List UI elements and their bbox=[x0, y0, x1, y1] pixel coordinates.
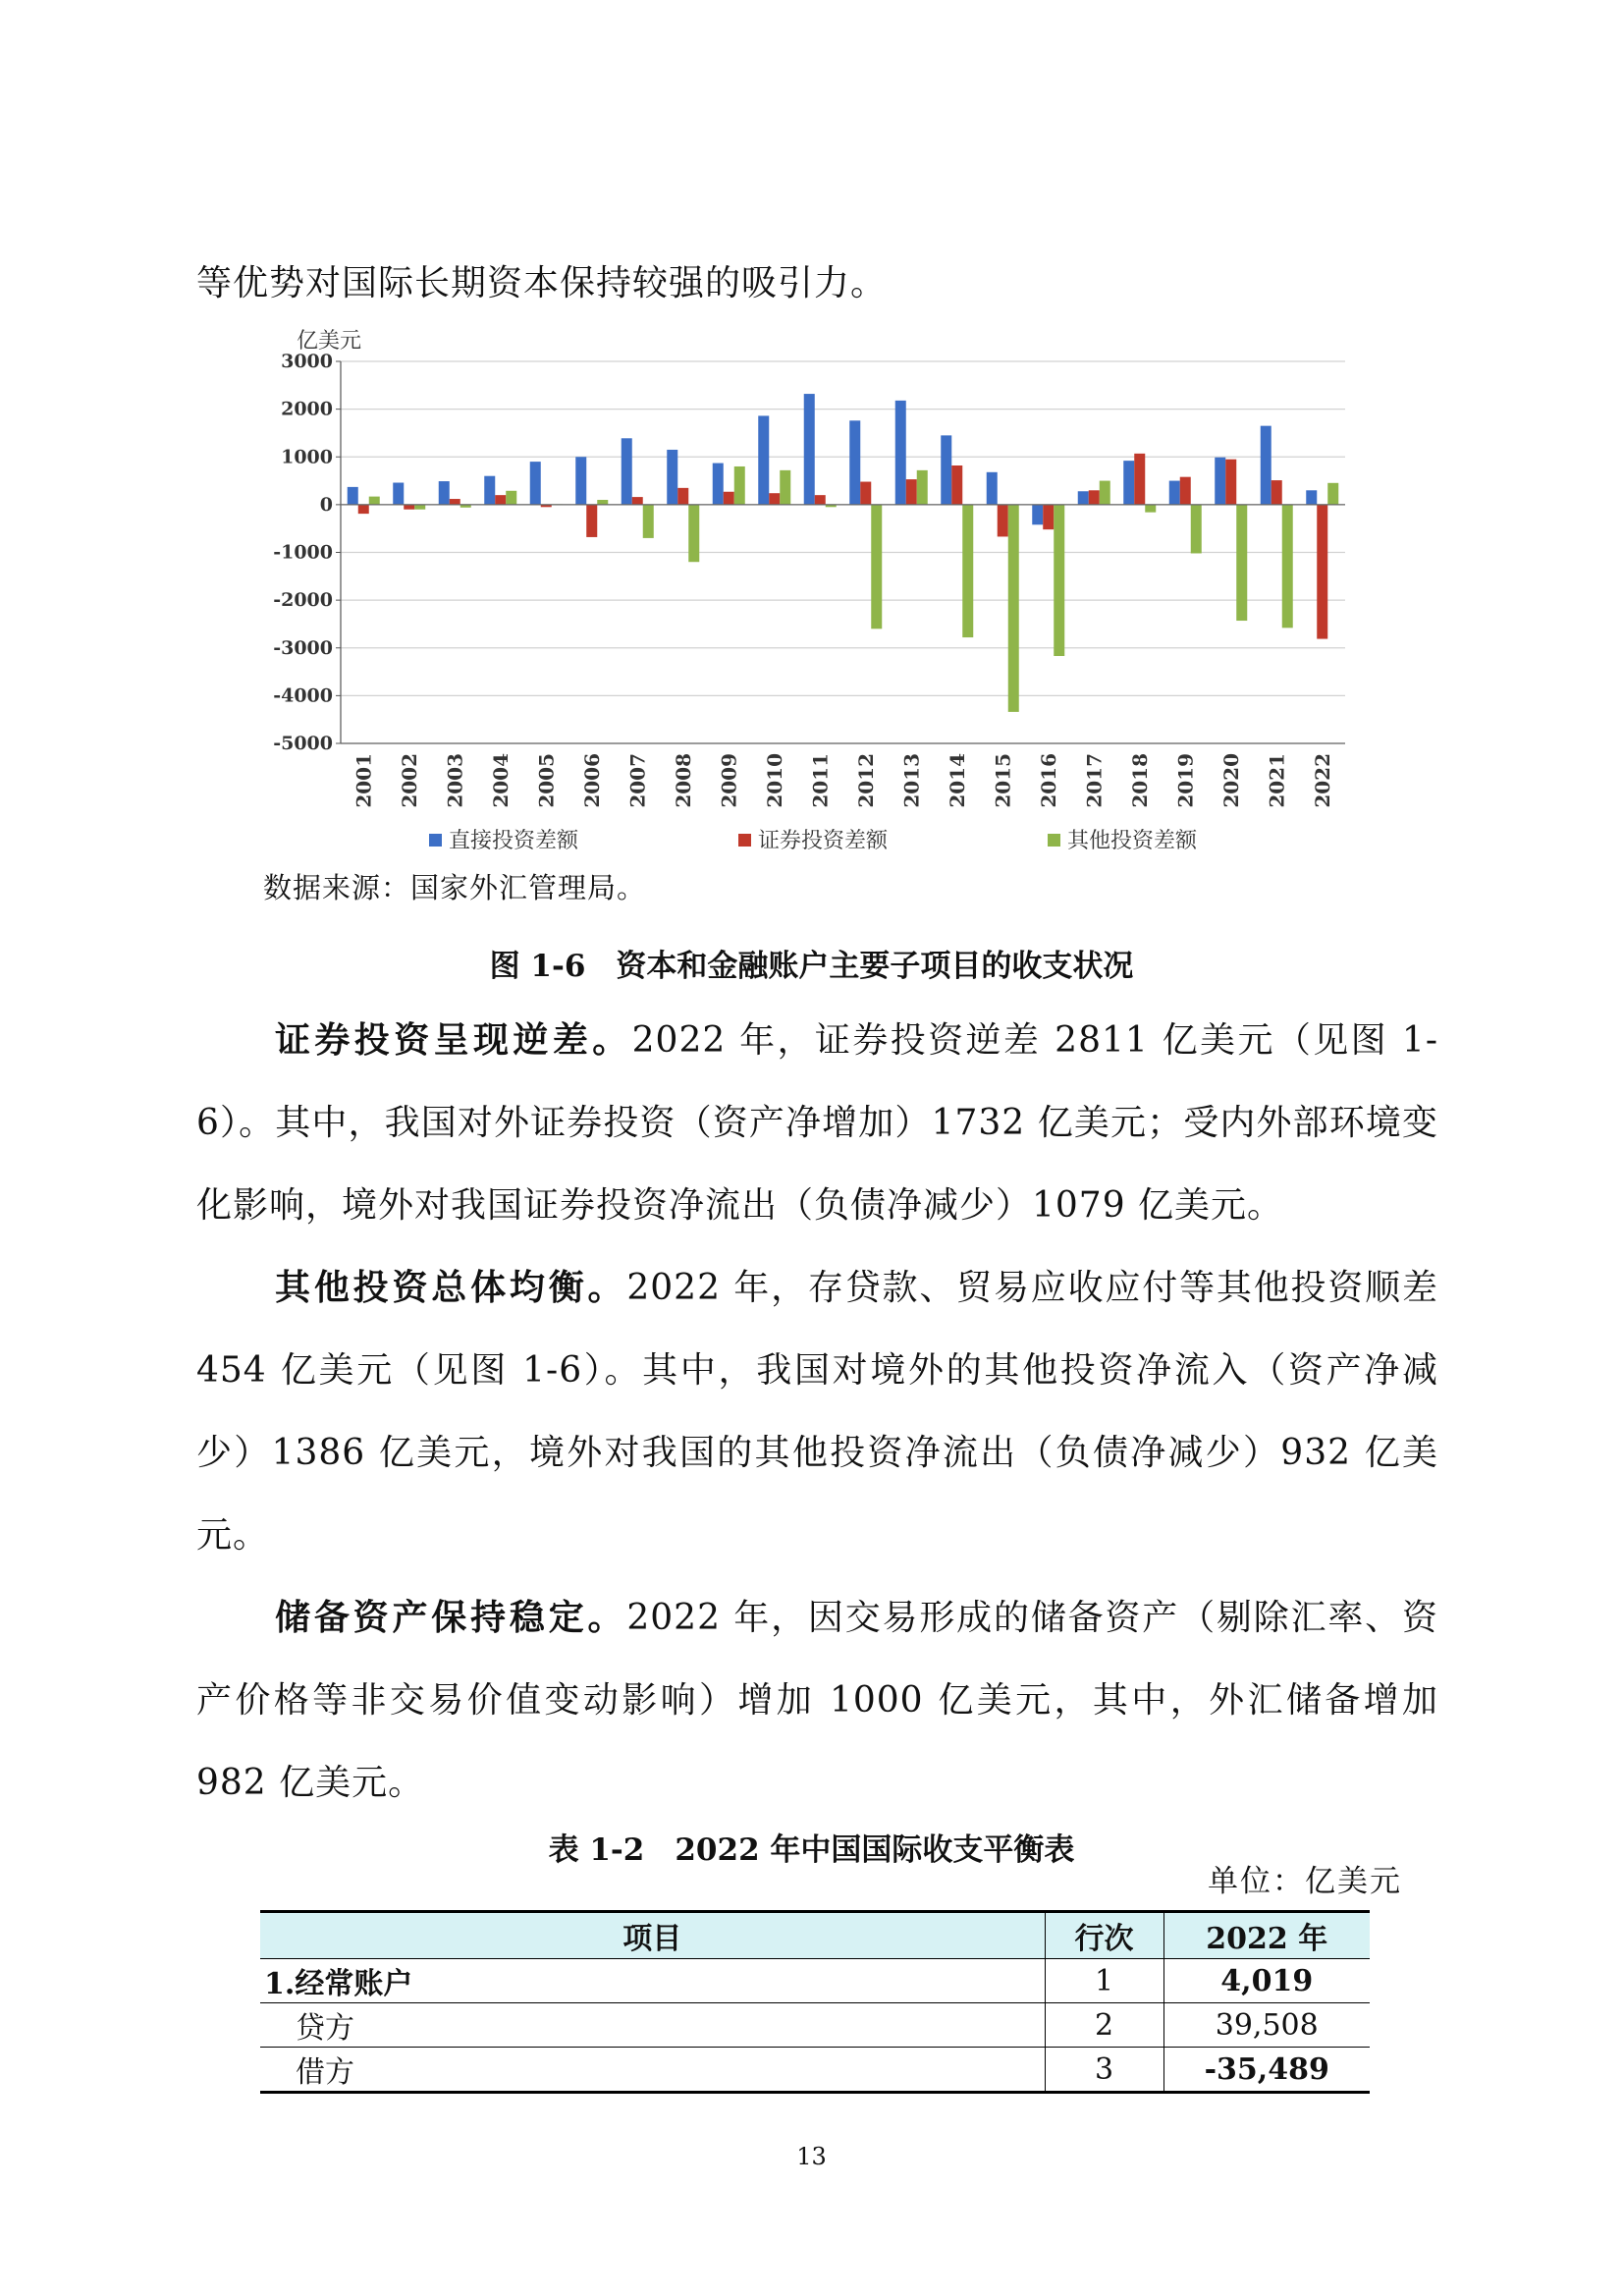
bar-direct-2004 bbox=[484, 476, 495, 505]
x-tick-label: 2007 bbox=[625, 753, 650, 808]
bar-other-2010 bbox=[780, 470, 790, 505]
x-tick-label: 2019 bbox=[1173, 753, 1198, 808]
x-tick-label: 2001 bbox=[352, 753, 376, 808]
bar-other-2012 bbox=[871, 505, 882, 629]
row-value: 39,508 bbox=[1163, 2003, 1370, 2048]
bar-other-2002 bbox=[414, 505, 425, 510]
bar-direct-2012 bbox=[849, 420, 860, 505]
paragraph-body: 2022 年，因交易形成的储备资产（剔除汇率、资产价格等非交易价值变动影响）增加 1000 亿美元，其中，外汇储备增加 982 亿美元。 bbox=[196, 1598, 1438, 1803]
bar-securities-2022 bbox=[1317, 505, 1327, 639]
y-tick-label: -3000 bbox=[273, 636, 333, 659]
bar-direct-2006 bbox=[575, 457, 586, 505]
bar-other-2001 bbox=[369, 497, 380, 505]
figure-caption: 图 1-6 资本和金融账户主要子项目的收支状况 bbox=[489, 949, 1134, 984]
legend-label: 直接投资差额 bbox=[449, 829, 579, 853]
row-item: 借方 bbox=[260, 2048, 1045, 2093]
bar-direct-2013 bbox=[895, 401, 906, 505]
bar-direct-2009 bbox=[713, 464, 724, 505]
y-axis-label: 亿美元 bbox=[297, 329, 362, 354]
bar-securities-2004 bbox=[495, 495, 506, 505]
y-tick-label: -5000 bbox=[273, 733, 333, 754]
bar-other-2008 bbox=[688, 505, 699, 562]
page-number: 13 bbox=[796, 2143, 827, 2170]
y-tick-label: -1000 bbox=[273, 541, 333, 564]
paragraph-other-investment bbox=[196, 1246, 1438, 1577]
bar-securities-2002 bbox=[404, 505, 414, 510]
bar-direct-2008 bbox=[667, 450, 677, 505]
bar-other-2009 bbox=[734, 466, 745, 505]
paragraph-lead: 其他投资总体均衡。 bbox=[275, 1267, 627, 1308]
bar-securities-2012 bbox=[860, 482, 871, 505]
bar-other-2006 bbox=[597, 500, 608, 505]
y-tick-label: 3000 bbox=[281, 351, 333, 372]
bar-direct-2018 bbox=[1123, 461, 1134, 505]
bar-direct-2015 bbox=[987, 472, 998, 505]
table-row bbox=[260, 1959, 1370, 2003]
bar-other-2013 bbox=[917, 470, 928, 505]
bar-direct-2010 bbox=[758, 415, 769, 504]
legend-swatch bbox=[738, 834, 751, 847]
paragraph-lead: 证券投资呈现逆差。 bbox=[275, 1019, 632, 1061]
header-line: 行次 bbox=[1045, 1912, 1163, 1959]
table-caption: 表 1-2 2022 年中国国际收支平衡表 bbox=[548, 1832, 1075, 1868]
bar-direct-2011 bbox=[804, 394, 815, 505]
x-tick-label: 2004 bbox=[488, 753, 513, 808]
x-tick-label: 2012 bbox=[853, 753, 878, 808]
bar-other-2007 bbox=[643, 505, 654, 538]
y-tick-label: 1000 bbox=[281, 446, 333, 468]
bar-securities-2008 bbox=[677, 488, 688, 505]
paragraph-securities bbox=[196, 999, 1438, 1247]
bar-other-2020 bbox=[1236, 505, 1247, 621]
bar-direct-2017 bbox=[1078, 491, 1089, 505]
bar-securities-2007 bbox=[632, 497, 643, 505]
x-tick-label: 2013 bbox=[899, 753, 924, 808]
table-header-row bbox=[260, 1912, 1370, 1959]
bar-securities-2011 bbox=[815, 495, 826, 505]
y-tick-label: 0 bbox=[319, 493, 333, 516]
bar-securities-2013 bbox=[906, 479, 917, 505]
intro-line: 等优势对国际长期资本保持较强的吸引力。 bbox=[196, 263, 888, 303]
x-tick-label: 2009 bbox=[717, 753, 741, 808]
bar-other-2018 bbox=[1145, 505, 1156, 513]
bar-securities-2019 bbox=[1180, 477, 1191, 505]
row-value: -35,489 bbox=[1163, 2048, 1370, 2093]
y-tick-label: -4000 bbox=[273, 684, 333, 707]
header-item: 项目 bbox=[260, 1912, 1045, 1959]
bar-other-2015 bbox=[1008, 505, 1019, 712]
bar-securities-2018 bbox=[1134, 454, 1145, 505]
bar-other-2016 bbox=[1054, 505, 1064, 656]
row-line: 1 bbox=[1045, 1959, 1163, 2003]
x-tick-label: 2010 bbox=[762, 753, 786, 808]
bar-securities-2010 bbox=[769, 493, 780, 505]
x-tick-label: 2015 bbox=[991, 753, 1015, 808]
x-tick-label: 2003 bbox=[443, 753, 467, 808]
legend-label: 其他投资差额 bbox=[1067, 829, 1198, 853]
bar-securities-2001 bbox=[358, 505, 369, 514]
x-tick-label: 2005 bbox=[534, 753, 559, 808]
bar-chart bbox=[257, 328, 1394, 878]
bar-securities-2014 bbox=[951, 465, 962, 505]
x-tick-label: 2014 bbox=[945, 753, 969, 808]
x-tick-label: 2017 bbox=[1082, 753, 1107, 808]
bar-securities-2021 bbox=[1271, 480, 1282, 505]
bar-direct-2003 bbox=[439, 481, 450, 505]
x-tick-label: 2002 bbox=[397, 753, 421, 808]
bar-direct-2002 bbox=[393, 483, 404, 505]
table-row bbox=[260, 2048, 1370, 2093]
paragraph-body: 2022 年，存贷款、贸易应收应付等其他投资顺差 454 亿美元（见图 1-6）。其中，我国对境外的其他投资净流入（资产净减少）1386 亿美元，境外对我国的其他投资净流出（负债净减少）932 亿美元。 bbox=[196, 1268, 1438, 1556]
row-item: 1.经常账户 bbox=[260, 1959, 1045, 2003]
bar-other-2017 bbox=[1100, 481, 1110, 505]
bar-direct-2019 bbox=[1169, 481, 1180, 505]
paragraph-lead: 储备资产保持稳定。 bbox=[275, 1597, 627, 1638]
header-year: 2022 年 bbox=[1163, 1912, 1370, 1959]
chart-svg bbox=[257, 328, 1394, 878]
x-tick-label: 2018 bbox=[1127, 753, 1152, 808]
x-tick-label: 2020 bbox=[1218, 753, 1243, 808]
bar-other-2022 bbox=[1327, 483, 1338, 505]
bar-securities-2015 bbox=[998, 505, 1008, 537]
bar-securities-2016 bbox=[1043, 505, 1054, 529]
source-note: 数据来源：国家外汇管理局。 bbox=[263, 871, 647, 904]
bar-direct-2021 bbox=[1261, 426, 1271, 505]
row-value: 4,019 bbox=[1163, 1959, 1370, 2003]
table-row bbox=[260, 2003, 1370, 2048]
bar-other-2019 bbox=[1191, 505, 1202, 554]
paragraph-reserves bbox=[196, 1576, 1438, 1825]
bar-securities-2020 bbox=[1225, 460, 1236, 505]
bar-direct-2022 bbox=[1306, 490, 1317, 505]
paragraph-body: 2022 年，证券投资逆差 2811 亿美元（见图 1-6）。其中，我国对外证券投资（资产净增加）1732 亿美元；受内外部环境变化影响，境外对我国证券投资净流出（负债净减少）1079 亿美元。 bbox=[196, 1020, 1438, 1226]
row-line: 2 bbox=[1045, 2003, 1163, 2048]
bar-direct-2007 bbox=[622, 438, 632, 505]
bar-other-2021 bbox=[1282, 505, 1293, 628]
bar-other-2014 bbox=[962, 505, 973, 637]
x-tick-label: 2021 bbox=[1265, 753, 1289, 808]
row-item: 贷方 bbox=[260, 2003, 1045, 2048]
bar-other-2004 bbox=[506, 491, 516, 505]
row-line: 3 bbox=[1045, 2048, 1163, 2093]
x-tick-label: 2006 bbox=[579, 753, 604, 808]
x-tick-label: 2016 bbox=[1036, 753, 1060, 808]
legend-label: 证券投资差额 bbox=[758, 829, 889, 853]
bar-securities-2009 bbox=[724, 492, 734, 505]
bar-direct-2016 bbox=[1032, 505, 1043, 524]
y-tick-label: -2000 bbox=[273, 589, 333, 612]
bar-direct-2020 bbox=[1215, 458, 1225, 505]
bar-direct-2005 bbox=[530, 462, 541, 505]
bar-direct-2014 bbox=[941, 435, 951, 505]
y-tick-label: 2000 bbox=[281, 398, 333, 420]
x-tick-label: 2008 bbox=[671, 753, 695, 808]
bar-direct-2001 bbox=[348, 487, 358, 505]
unit-note: 单位：亿美元 bbox=[1208, 1864, 1402, 1899]
bop-table bbox=[260, 1910, 1370, 2094]
legend-swatch bbox=[429, 834, 442, 847]
bar-securities-2006 bbox=[586, 505, 597, 537]
bar-securities-2003 bbox=[450, 499, 460, 505]
x-tick-label: 2011 bbox=[808, 753, 833, 808]
x-tick-label: 2022 bbox=[1310, 753, 1334, 808]
legend-swatch bbox=[1048, 834, 1060, 847]
bar-securities-2017 bbox=[1089, 490, 1100, 505]
